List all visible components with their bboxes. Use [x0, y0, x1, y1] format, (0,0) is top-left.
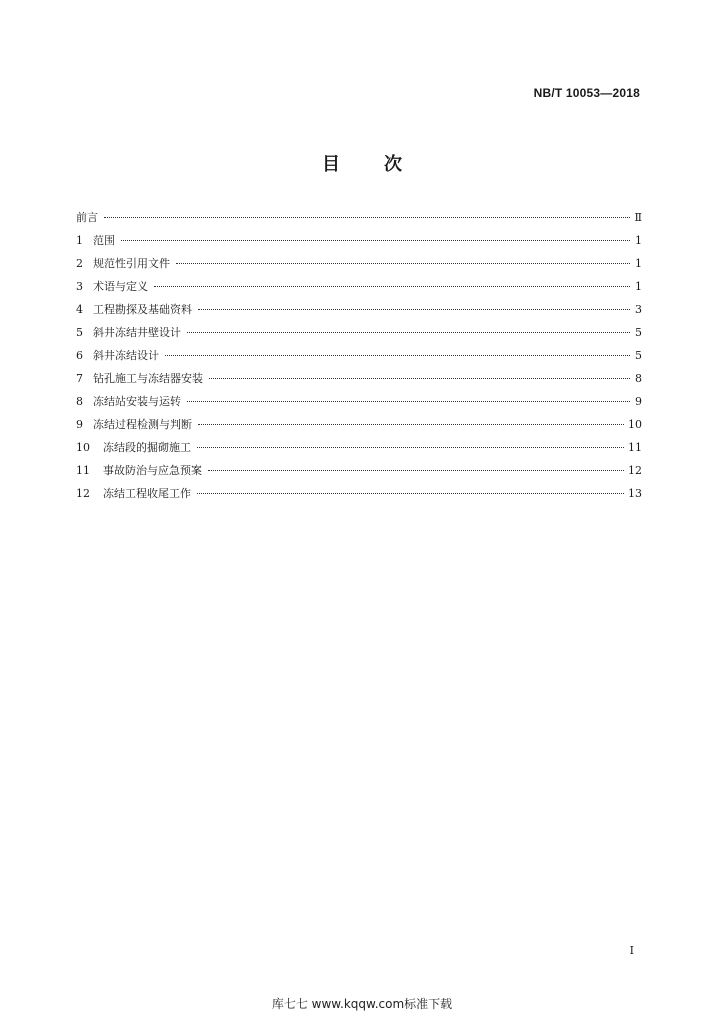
toc-entry-page: 1	[635, 257, 642, 270]
toc-leader-dots	[187, 331, 630, 333]
toc-entry-page: 13	[628, 487, 642, 500]
toc-leader-dots	[187, 400, 630, 402]
toc-leader-dots	[176, 262, 630, 264]
toc-entry-label: 冻结站安装与运转	[93, 395, 181, 408]
toc-title-right: 次	[384, 154, 402, 175]
toc-leader-dots	[198, 423, 624, 425]
toc-entry-label: 冻结过程检测与判断	[93, 418, 192, 431]
toc-leader-dots	[197, 446, 624, 448]
toc-entry-6[interactable]	[76, 344, 642, 367]
toc-entry-page: Ⅱ	[634, 211, 642, 224]
toc-leader-dots	[121, 239, 630, 241]
toc-entry-number: 8	[76, 395, 83, 408]
toc-entry-foreword[interactable]	[76, 206, 642, 229]
watermark-text: 库七七 www.kqqw.com标准下载	[271, 997, 453, 1011]
toc-entry-9[interactable]	[76, 413, 642, 436]
toc-entry-label: 斜井冻结井壁设计	[93, 326, 181, 339]
toc-entry-7[interactable]	[76, 367, 642, 390]
toc-entry-label: 工程勘探及基础资料	[93, 303, 192, 316]
standard-code: NB/T 10053—2018	[533, 86, 640, 100]
toc-leader-dots	[154, 285, 630, 287]
toc-entry-2[interactable]	[76, 252, 642, 275]
toc-entry-label: 术语与定义	[93, 280, 148, 293]
toc-entry-label: 前言	[76, 211, 98, 224]
toc-entry-number: 10	[76, 441, 90, 454]
toc-leader-dots	[104, 216, 630, 218]
toc-entry-page: 3	[635, 303, 642, 316]
toc-entry-label: 斜井冻结设计	[93, 349, 159, 362]
toc-entry-page: 5	[635, 349, 642, 362]
toc-entry-number: 9	[76, 418, 83, 431]
toc-entry-number: 1	[76, 234, 83, 247]
toc-entry-page: 5	[635, 326, 642, 339]
toc-entry-4[interactable]	[76, 298, 642, 321]
toc-entry-label: 冻结工程收尾工作	[103, 487, 191, 500]
toc-entry-label: 规范性引用文件	[93, 257, 170, 270]
toc-entry-page: 11	[628, 441, 642, 454]
toc-list	[76, 206, 642, 505]
toc-entry-label: 事故防治与应急预案	[103, 464, 202, 477]
toc-leader-dots	[198, 308, 630, 310]
toc-entry-10[interactable]	[76, 436, 642, 459]
toc-leader-dots	[209, 377, 630, 379]
toc-entry-12[interactable]	[76, 482, 642, 505]
page-number: I	[629, 944, 634, 957]
toc-entry-number: 12	[76, 487, 90, 500]
toc-entry-number: 2	[76, 257, 83, 270]
toc-entry-label: 冻结段的掘砌施工	[103, 441, 191, 454]
toc-leader-dots	[208, 469, 624, 471]
toc-leader-dots	[165, 354, 630, 356]
toc-entry-number: 6	[76, 349, 83, 362]
toc-entry-page: 1	[635, 234, 642, 247]
toc-entry-number: 7	[76, 372, 83, 385]
toc-entry-page: 9	[635, 395, 642, 408]
toc-entry-number: 11	[76, 464, 90, 477]
toc-entry-page: 10	[628, 418, 642, 431]
toc-entry-number: 5	[76, 326, 83, 339]
toc-entry-page: 12	[628, 464, 642, 477]
toc-entry-page: 8	[635, 372, 642, 385]
toc-entry-number: 3	[76, 280, 83, 293]
toc-leader-dots	[197, 492, 624, 494]
toc-entry-label: 范围	[93, 234, 115, 247]
toc-title-left: 目	[322, 154, 340, 175]
toc-entry-number: 4	[76, 303, 83, 316]
toc-entry-11[interactable]	[76, 459, 642, 482]
toc-entry-page: 1	[635, 280, 642, 293]
toc-entry-3[interactable]	[76, 275, 642, 298]
toc-entry-8[interactable]	[76, 390, 642, 413]
toc-title	[0, 150, 724, 176]
toc-entry-label: 钻孔施工与冻结器安装	[93, 372, 203, 385]
toc-entry-5[interactable]	[76, 321, 642, 344]
toc-entry-1[interactable]	[76, 229, 642, 252]
